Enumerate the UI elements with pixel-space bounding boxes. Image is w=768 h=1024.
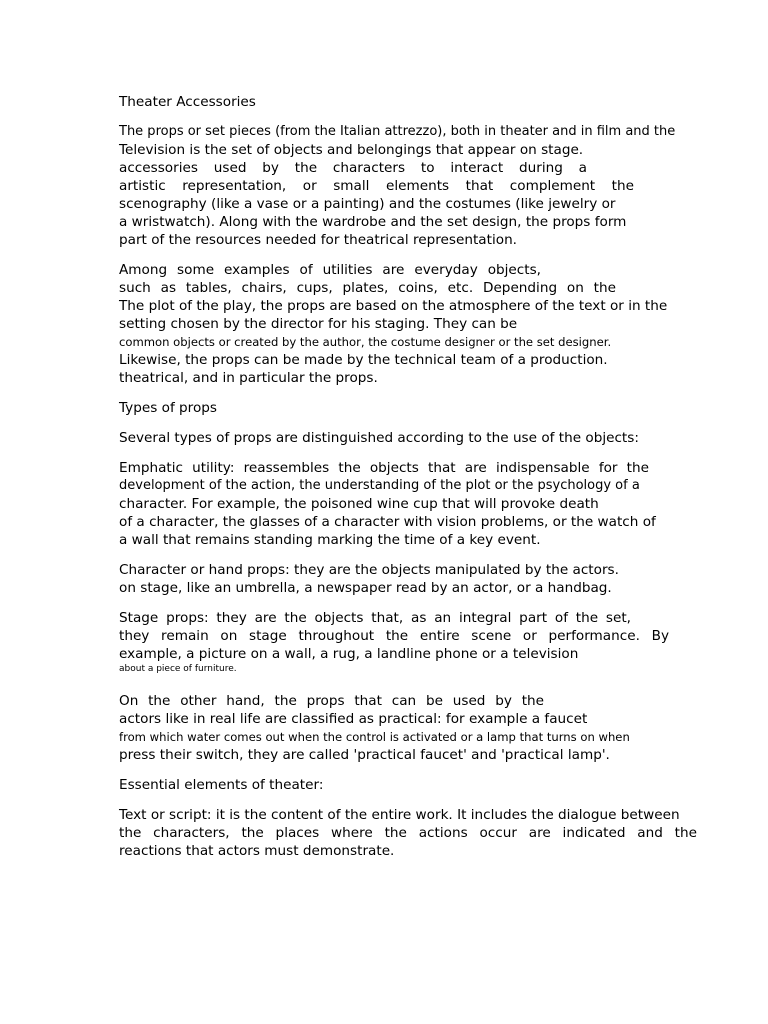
text-line: they remain on stage throughout the entire scene or performance. By (119, 628, 669, 644)
text-line: reactions that actors must demonstrate. (119, 843, 395, 859)
text-line: Among some examples of utilities are everyday objects, (119, 262, 541, 278)
text-line: Likewise, the props can be made by the technical team of a production. (119, 352, 608, 368)
text-line: example, a picture on a wall, a rug, a landline phone or a television (119, 646, 579, 662)
document-title: Theater Accessories (119, 94, 256, 110)
text-line: theatrical, and in particular the props. (119, 370, 378, 386)
paragraph-props-definition (119, 123, 716, 249)
text-line: character. For example, the poisoned wine cup that will provoke death (119, 496, 599, 512)
section-heading-essential (119, 776, 716, 794)
text-line: a wristwatch). Along with the wardrobe and the set design, the props form (119, 214, 627, 230)
paragraph-practical-props (119, 692, 716, 764)
section-heading-types (119, 399, 716, 417)
paragraph-emphatic-utility (119, 459, 716, 549)
text-line: accessories used by the characters to interact during a (119, 160, 587, 176)
paragraph-hand-props (119, 561, 716, 597)
text-line: the characters, the places where the actions occur are indicated and the (119, 825, 697, 841)
paragraph-text-script (119, 806, 716, 860)
text-line: scenography (like a vase or a painting) and the costumes (like jewelry or (119, 196, 616, 212)
text-line: The props or set pieces (from the Italian attrezzo), both in theater and in film and the (119, 124, 676, 139)
section-heading: Types of props (119, 400, 217, 416)
paragraph-types-intro (119, 429, 716, 447)
text-line: a wall that remains standing marking the time of a key event. (119, 532, 541, 548)
text-line: from which water comes out when the control is activated or a lamp that turns on when (119, 730, 630, 744)
text-line: Television is the set of objects and belongings that appear on stage. (119, 142, 584, 158)
text-line: Emphatic utility: reassembles the objects that are indispensable for the (119, 460, 649, 476)
text-line: The plot of the play, the props are based on the atmosphere of the text or in the (119, 298, 668, 314)
text-line: common objects or created by the author, the costume designer or the set designer. (119, 335, 612, 349)
text-line: artistic representation, or small elements that complement the (119, 178, 634, 194)
text-line: Character or hand props: they are the objects manipulated by the actors. (119, 562, 619, 578)
text-line: On the other hand, the props that can be used by the (119, 693, 544, 709)
text-line: on stage, like an umbrella, a newspaper read by an actor, or a handbag. (119, 580, 612, 596)
text-line: part of the resources needed for theatrical representation. (119, 232, 518, 248)
text-line: actors like in real life are classified as practical: for example a faucet (119, 711, 588, 727)
section-heading: Essential elements of theater: (119, 777, 324, 793)
text-line: development of the action, the understanding of the plot or the psychology of a (119, 478, 640, 493)
paragraph-examples (119, 261, 716, 387)
text-line: Several types of props are distinguished according to the use of the objects: (119, 430, 639, 446)
text-line: such as tables, chairs, cups, plates, coins, etc. Depending on the (119, 280, 616, 296)
text-line: Text or script: it is the content of the entire work. It includes the dialogue between (119, 807, 680, 823)
paragraph-stage-props (119, 609, 716, 676)
text-line: of a character, the glasses of a character with vision problems, or the watch of (119, 514, 656, 530)
text-line: setting chosen by the director for his staging. They can be (119, 316, 518, 332)
document-body (119, 93, 716, 872)
text-line: press their switch, they are called 'practical faucet' and 'practical lamp'. (119, 747, 610, 763)
text-line: about a piece of furniture. (119, 664, 237, 674)
text-line: Stage props: they are the objects that, as an integral part of the set, (119, 610, 631, 626)
